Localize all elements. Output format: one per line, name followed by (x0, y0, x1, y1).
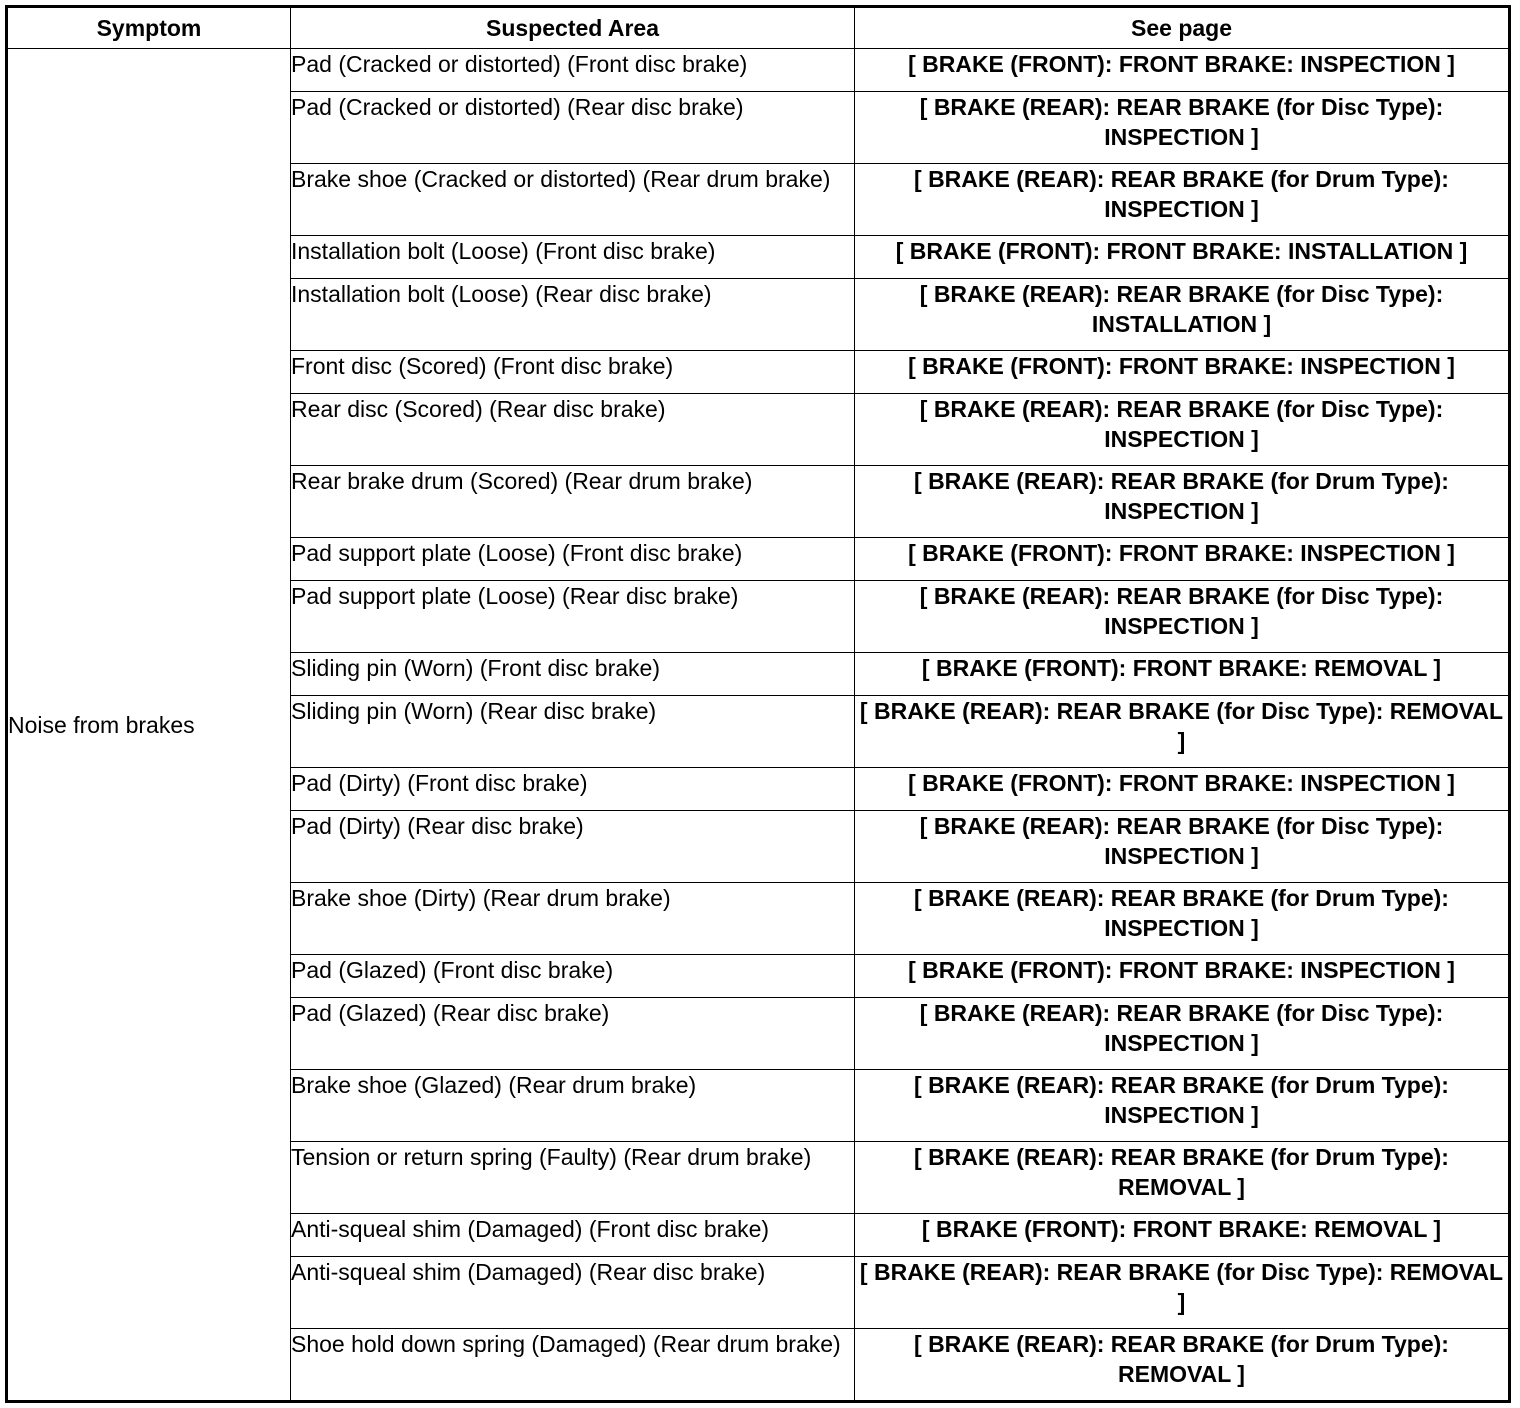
see-page-cell: [ BRAKE (REAR): REAR BRAKE (for Drum Type): REMOVAL ] (855, 1142, 1510, 1214)
see-page-cell: [ BRAKE (REAR): REAR BRAKE (for Disc Type): INSTALLATION ] (855, 279, 1510, 351)
see-page-cell: [ BRAKE (FRONT): FRONT BRAKE: INSPECTION ] (855, 351, 1510, 394)
see-page-cell: [ BRAKE (REAR): REAR BRAKE (for Disc Type): REMOVAL ] (855, 1257, 1510, 1329)
suspected-area-cell: Rear brake drum (Scored) (Rear drum brake) (291, 466, 855, 538)
table-row (7, 49, 1510, 92)
suspected-area-cell: Brake shoe (Glazed) (Rear drum brake) (291, 1070, 855, 1142)
see-page-cell: [ BRAKE (FRONT): FRONT BRAKE: INSPECTION ] (855, 955, 1510, 998)
see-page-cell: [ BRAKE (FRONT): FRONT BRAKE: INSTALLATION ] (855, 236, 1510, 279)
suspected-area-cell: Pad (Dirty) (Front disc brake) (291, 768, 855, 811)
header-see-page: See page (855, 7, 1510, 49)
suspected-area-cell: Anti-squeal shim (Damaged) (Rear disc brake) (291, 1257, 855, 1329)
suspected-area-cell: Pad support plate (Loose) (Front disc brake) (291, 538, 855, 581)
suspected-area-cell: Brake shoe (Dirty) (Rear drum brake) (291, 883, 855, 955)
see-page-cell: [ BRAKE (REAR): REAR BRAKE (for Drum Type): INSPECTION ] (855, 164, 1510, 236)
suspected-area-cell: Installation bolt (Loose) (Front disc brake) (291, 236, 855, 279)
see-page-cell: [ BRAKE (FRONT): FRONT BRAKE: INSPECTION ] (855, 538, 1510, 581)
see-page-cell: [ BRAKE (REAR): REAR BRAKE (for Drum Type): REMOVAL ] (855, 1329, 1510, 1402)
suspected-area-cell: Shoe hold down spring (Damaged) (Rear drum brake) (291, 1329, 855, 1402)
suspected-area-cell: Anti-squeal shim (Damaged) (Front disc brake) (291, 1214, 855, 1257)
header-suspected-area: Suspected Area (291, 7, 855, 49)
suspected-area-cell: Sliding pin (Worn) (Front disc brake) (291, 653, 855, 696)
diagnosis-table (5, 5, 1511, 1403)
suspected-area-cell: Front disc (Scored) (Front disc brake) (291, 351, 855, 394)
suspected-area-cell: Pad (Glazed) (Rear disc brake) (291, 998, 855, 1070)
see-page-cell: [ BRAKE (REAR): REAR BRAKE (for Drum Type): INSPECTION ] (855, 1070, 1510, 1142)
header-row (7, 7, 1510, 49)
see-page-cell: [ BRAKE (FRONT): FRONT BRAKE: INSPECTION ] (855, 768, 1510, 811)
suspected-area-cell: Tension or return spring (Faulty) (Rear drum brake) (291, 1142, 855, 1214)
see-page-cell: [ BRAKE (REAR): REAR BRAKE (for Disc Type): INSPECTION ] (855, 92, 1510, 164)
suspected-area-cell: Pad (Cracked or distorted) (Front disc brake) (291, 49, 855, 92)
table-body (7, 49, 1510, 1402)
see-page-cell: [ BRAKE (FRONT): FRONT BRAKE: REMOVAL ] (855, 653, 1510, 696)
see-page-cell: [ BRAKE (REAR): REAR BRAKE (for Disc Type): INSPECTION ] (855, 998, 1510, 1070)
see-page-cell: [ BRAKE (REAR): REAR BRAKE (for Disc Type): INSPECTION ] (855, 581, 1510, 653)
suspected-area-cell: Installation bolt (Loose) (Rear disc brake) (291, 279, 855, 351)
suspected-area-cell: Pad (Cracked or distorted) (Rear disc brake) (291, 92, 855, 164)
see-page-cell: [ BRAKE (FRONT): FRONT BRAKE: REMOVAL ] (855, 1214, 1510, 1257)
see-page-cell: [ BRAKE (REAR): REAR BRAKE (for Disc Type): REMOVAL ] (855, 696, 1510, 768)
suspected-area-cell: Pad (Dirty) (Rear disc brake) (291, 811, 855, 883)
see-page-cell: [ BRAKE (FRONT): FRONT BRAKE: INSPECTION ] (855, 49, 1510, 92)
see-page-cell: [ BRAKE (REAR): REAR BRAKE (for Disc Type): INSPECTION ] (855, 394, 1510, 466)
see-page-cell: [ BRAKE (REAR): REAR BRAKE (for Disc Type): INSPECTION ] (855, 811, 1510, 883)
header-symptom: Symptom (7, 7, 291, 49)
suspected-area-cell: Pad (Glazed) (Front disc brake) (291, 955, 855, 998)
suspected-area-cell: Sliding pin (Worn) (Rear disc brake) (291, 696, 855, 768)
symptom-cell: Noise from brakes (7, 49, 291, 1402)
see-page-cell: [ BRAKE (REAR): REAR BRAKE (for Drum Type): INSPECTION ] (855, 466, 1510, 538)
suspected-area-cell: Brake shoe (Cracked or distorted) (Rear drum brake) (291, 164, 855, 236)
suspected-area-cell: Rear disc (Scored) (Rear disc brake) (291, 394, 855, 466)
suspected-area-cell: Pad support plate (Loose) (Rear disc brake) (291, 581, 855, 653)
see-page-cell: [ BRAKE (REAR): REAR BRAKE (for Drum Type): INSPECTION ] (855, 883, 1510, 955)
